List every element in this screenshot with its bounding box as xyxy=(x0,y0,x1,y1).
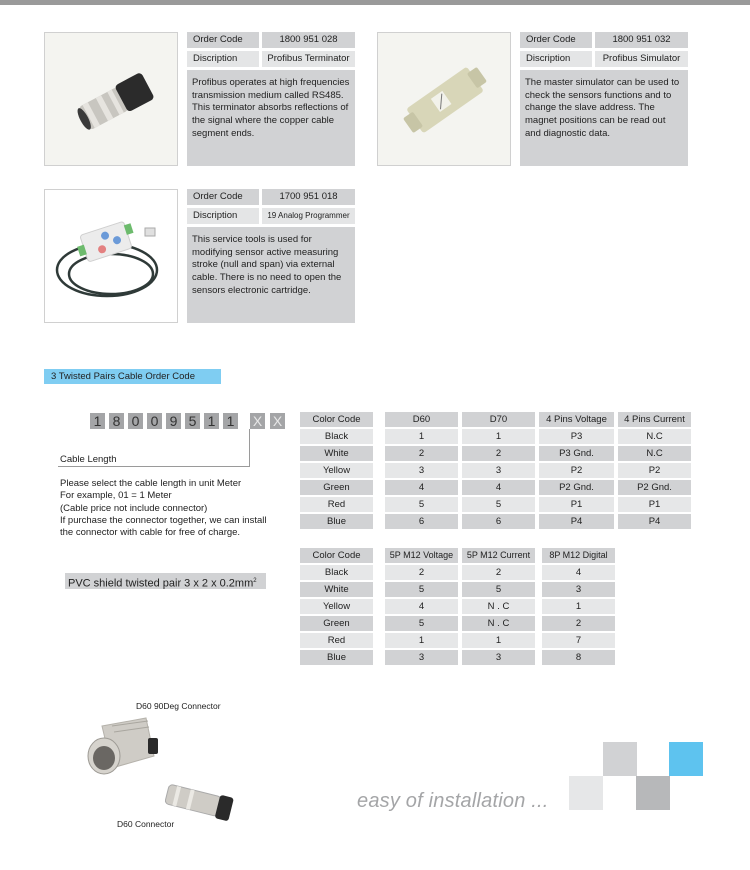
order-code-label: Order Code xyxy=(187,32,259,48)
table-cell: P3 Gnd. xyxy=(539,446,614,461)
table-cell: 1 xyxy=(462,633,535,648)
table-header: Color Code xyxy=(300,548,373,563)
table-cell: Yellow xyxy=(300,463,373,478)
cable-spec-text: PVC shield twisted pair 3 x 2 x 0.2mm xyxy=(68,577,254,590)
note-line: (Cable price not include connector) xyxy=(60,502,208,514)
table-cell: 3 xyxy=(462,650,535,665)
decorative-square xyxy=(636,776,670,810)
table-cell: Black xyxy=(300,565,373,580)
order-code-value: 1700 951 018 xyxy=(262,189,355,205)
code-digit: 0 xyxy=(147,413,162,429)
table-cell: 5 xyxy=(462,582,535,597)
table-cell: 2 xyxy=(385,565,458,580)
product-details: This service tools is used for modifying sensor active measuring stroke (null and span) via external cable. There is no need to open the sensors electronic cartridge. xyxy=(187,227,355,323)
order-code-value: 1800 951 028 xyxy=(262,32,355,48)
table-cell: 1 xyxy=(385,633,458,648)
table-cell: 2 xyxy=(542,616,615,631)
table-cell: 3 xyxy=(542,582,615,597)
table-cell: P1 xyxy=(539,497,614,512)
note-line: For example, 01 = 1 Meter xyxy=(60,490,172,502)
table-cell: P1 xyxy=(618,497,691,512)
code-digit-variable: X xyxy=(270,413,285,429)
table-cell: Red xyxy=(300,497,373,512)
table-cell: N.C xyxy=(618,429,691,444)
table-cell: P2 Gnd. xyxy=(618,480,691,495)
table-cell: N.C xyxy=(618,446,691,461)
table-cell: N . C xyxy=(462,599,535,614)
profibus-terminator-image xyxy=(44,32,178,166)
table-header: 5P M12 Current xyxy=(462,548,535,563)
order-code-label: Order Code xyxy=(187,189,259,205)
cable-length-label: Cable Length xyxy=(60,454,117,465)
description-label: Discription xyxy=(187,51,259,67)
code-digit: 1 xyxy=(223,413,238,429)
code-digit: 1 xyxy=(90,413,105,429)
table-cell: P2 Gnd. xyxy=(539,480,614,495)
description-label: Discription xyxy=(187,208,259,224)
top-bar xyxy=(0,0,750,5)
product-details: Profibus operates at high frequencies transmission medium called RS485. This terminator absorbs reflections of the signal where the copper cable segment ends. xyxy=(187,70,355,166)
table-cell: 2 xyxy=(462,565,535,580)
table-cell: 6 xyxy=(462,514,535,529)
note-line: the connector with cable for free of charge. xyxy=(60,527,241,539)
table-cell: 2 xyxy=(385,446,458,461)
table-cell: 2 xyxy=(462,446,535,461)
table-cell: White xyxy=(300,446,373,461)
table-header: D70 xyxy=(462,412,535,427)
cable-order-code-heading: 3 Twisted Pairs Cable Order Code xyxy=(44,369,221,384)
description-label: Discription xyxy=(520,51,592,67)
table-cell: Green xyxy=(300,480,373,495)
table-cell: 5 xyxy=(462,497,535,512)
table-cell: Red xyxy=(300,633,373,648)
table-cell: P3 xyxy=(539,429,614,444)
order-code-value: 1800 951 032 xyxy=(595,32,688,48)
table-cell: 5 xyxy=(385,497,458,512)
code-digit: 0 xyxy=(128,413,143,429)
cable-notes xyxy=(60,478,290,539)
decorative-square-accent xyxy=(669,742,703,776)
table-header: D60 xyxy=(385,412,458,427)
order-code-label: Order Code xyxy=(520,32,592,48)
table-cell: 4 xyxy=(385,599,458,614)
note-line: Please select the cable length in unit Meter xyxy=(60,478,242,489)
bracket-line xyxy=(58,466,250,467)
table-cell: Yellow xyxy=(300,599,373,614)
table-cell: 4 xyxy=(462,480,535,495)
table-header: Color Code xyxy=(300,412,373,427)
decorative-square xyxy=(603,742,637,776)
table-cell: 3 xyxy=(462,463,535,478)
table-header: 8P M12 Digital xyxy=(542,548,615,563)
decorative-square xyxy=(569,776,603,810)
description-value: Profibus Simulator xyxy=(595,51,688,67)
table-cell: 1 xyxy=(542,599,615,614)
table-cell: N . C xyxy=(462,616,535,631)
table-cell: 3 xyxy=(385,650,458,665)
description-value: 19 Analog Programmer xyxy=(262,208,355,224)
description-value: Profibus Terminator xyxy=(262,51,355,67)
table-cell: 3 xyxy=(385,463,458,478)
table-cell: 6 xyxy=(385,514,458,529)
code-digit: 9 xyxy=(166,413,181,429)
cable-spec xyxy=(65,573,266,589)
table-header: 4 Pins Current xyxy=(618,412,691,427)
bracket-line xyxy=(249,429,250,467)
profibus-simulator-image xyxy=(377,32,511,166)
code-digit-variable: X xyxy=(250,413,265,429)
note-line: If purchase the connector together, we can install xyxy=(60,514,267,526)
table-cell: 5 xyxy=(385,582,458,597)
table-cell: White xyxy=(300,582,373,597)
table-cell: Black xyxy=(300,429,373,444)
table-cell: Blue xyxy=(300,514,373,529)
code-digit: 1 xyxy=(204,413,219,429)
table-cell: Blue xyxy=(300,650,373,665)
code-digit: 5 xyxy=(185,413,200,429)
table-cell: 1 xyxy=(462,429,535,444)
table-cell: 8 xyxy=(542,650,615,665)
table-cell: 1 xyxy=(385,429,458,444)
code-digit: 8 xyxy=(109,413,124,429)
table-cell: Green xyxy=(300,616,373,631)
table-header: 4 Pins Voltage xyxy=(539,412,614,427)
table-cell: P2 xyxy=(618,463,691,478)
table-cell: 7 xyxy=(542,633,615,648)
tagline: easy of installation ... xyxy=(357,790,549,812)
d60-90deg-connector-label: D60 90Deg Connector xyxy=(136,701,221,711)
cable-spec-superscript: 2 xyxy=(253,578,257,584)
product-details: The master simulator can be used to check the sensors functions and to change the slave address. The magnet positions can be read out and diagnostic data. xyxy=(520,70,688,166)
analog-programmer-image xyxy=(44,189,178,323)
table-cell: P4 xyxy=(539,514,614,529)
table-cell: P4 xyxy=(618,514,691,529)
table-cell: 4 xyxy=(385,480,458,495)
table-cell: 4 xyxy=(542,565,615,580)
table-cell: P2 xyxy=(539,463,614,478)
d60-connector-label: D60 Connector xyxy=(117,819,175,829)
d60-90deg-connector-image xyxy=(82,712,162,782)
table-cell: 5 xyxy=(385,616,458,631)
table-header: 5P M12 Voltage xyxy=(385,548,458,563)
